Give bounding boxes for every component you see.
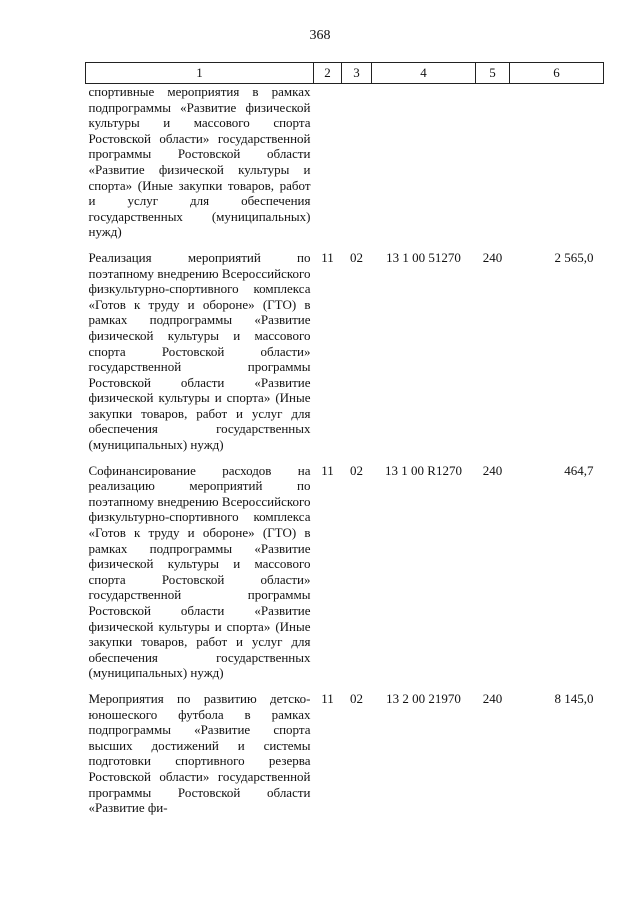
row-subsection: 02 <box>350 690 363 706</box>
table-row <box>86 248 604 461</box>
table-row <box>86 84 604 248</box>
row-subsection: 02 <box>350 462 363 478</box>
row-description: Реализация мероприятий по поэтапному внедрению Всероссийского физкультурно-спортивного комплекса «Готов к труду и обороне» (ГТО) в рамках подпрограммы «Развитие физической культуры и массового спорта Ростовской области» государственной программы Ростовской области «Развитие физической культуры и спорта» (Иные закупки товаров, работ и услуг для обеспечения государственных (муниципальных) нужд) <box>88 249 311 453</box>
row-description: Софинансирование расходов на реализацию мероприятий по поэтапному внедрению Всероссийского физкультурно-спортивного комплекса «Готов к труду и обороне» (ГТО) в рамках подпрограммы «Развитие физической культуры и массового спорта Ростовской области» государственной программы Ростовской области «Развитие физической культуры и спорта» (Иные закупки товаров, работ и услуг для обеспечения государственных (муниципальных) нужд) <box>88 462 311 681</box>
row-expense-type: 240 <box>482 462 503 478</box>
row-target-code: 13 2 00 21970 <box>386 690 461 706</box>
header-row <box>86 63 604 84</box>
header-col-1: 1 <box>86 63 314 84</box>
row-description: Мероприятия по развитию детско-юношеского футбола в рамках подпрограммы «Развитие спорта высших достижений и системы подготовки спортивного резерва Ростовской области» государственной программы Ростовской области «Развитие фи- <box>88 690 311 816</box>
row-expense-type: 240 <box>482 690 503 706</box>
row-section: 11 <box>321 249 334 265</box>
row-section: 11 <box>321 462 334 478</box>
header-col-6: 6 <box>510 63 604 84</box>
table-row <box>86 461 604 689</box>
row-target-code: 13 1 00 R1270 <box>385 462 462 478</box>
header-col-3: 3 <box>342 63 372 84</box>
page-number: 368 <box>309 28 331 43</box>
row-subsection: 02 <box>350 249 363 265</box>
table-row <box>86 689 604 824</box>
row-subsection <box>342 84 372 248</box>
row-description: спортивные мероприятия в рамках подпрограммы «Развитие физической культуры и массового спорта Ростовской области» государственной программы Ростовской области «Развитие физической культуры и спорта» (Иные закупки товаров, работ и услуг для обеспечения государственных (муниципальных) нужд) <box>88 84 311 240</box>
row-target-code <box>372 84 476 248</box>
header-col-5: 5 <box>476 63 510 84</box>
row-amount: 464,7 <box>564 462 594 478</box>
row-amount <box>510 84 604 248</box>
header-col-2: 2 <box>314 63 342 84</box>
row-expense-type <box>476 84 510 248</box>
header-col-4: 4 <box>372 63 476 84</box>
row-amount: 8 145,0 <box>554 690 594 706</box>
row-target-code: 13 1 00 51270 <box>386 249 461 265</box>
row-expense-type: 240 <box>482 249 503 265</box>
row-section <box>314 84 342 248</box>
row-section: 11 <box>321 690 334 706</box>
row-amount: 2 565,0 <box>554 249 594 265</box>
budget-table <box>85 62 604 824</box>
